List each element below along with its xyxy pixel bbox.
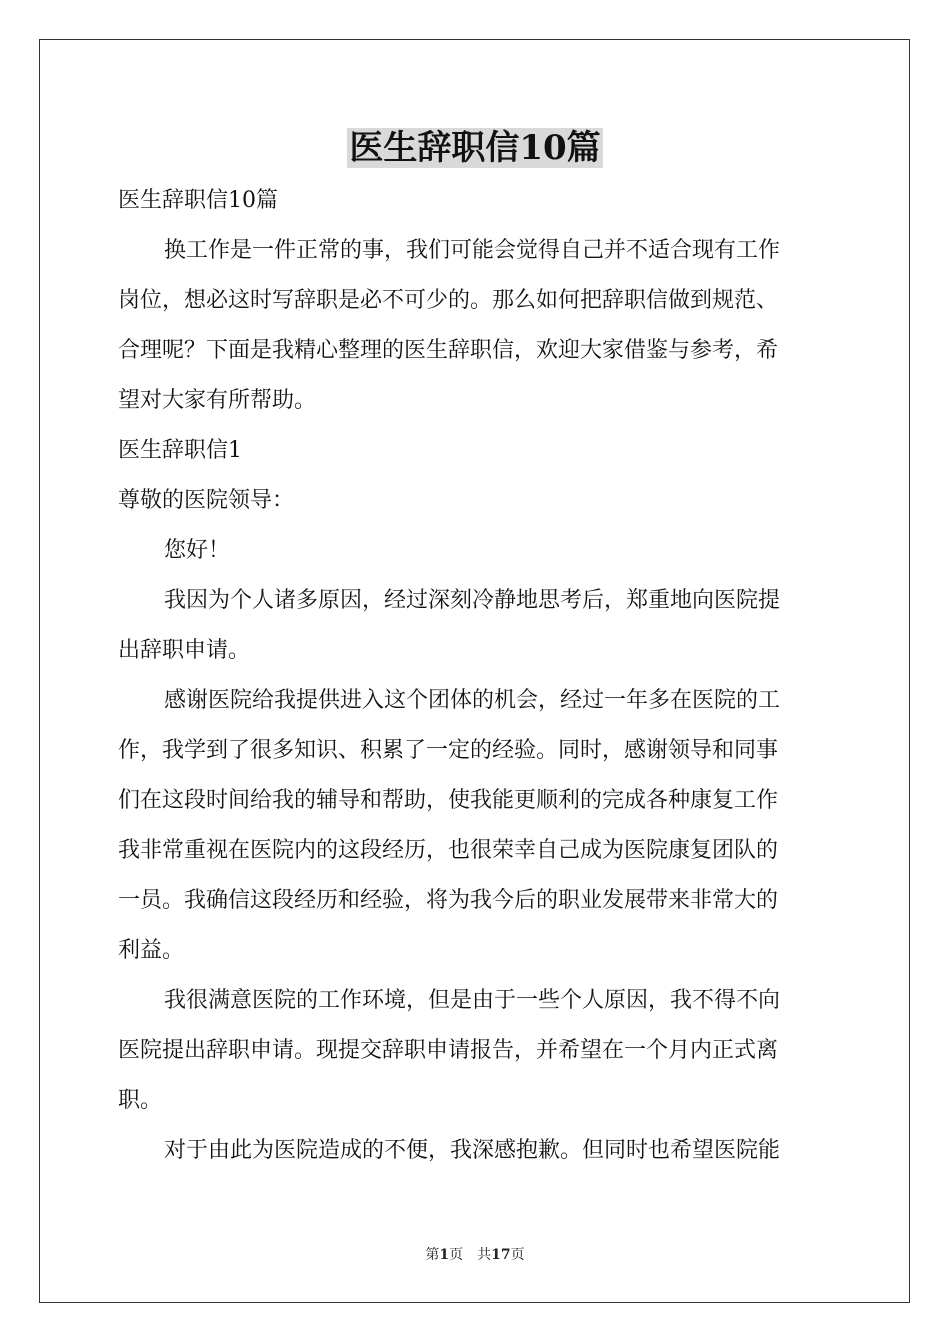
intro-paragraph-line: 合理呢？下面是我精心整理的医生辞职信，欢迎大家借鉴与参考，希 [118, 338, 779, 363]
body-paragraph-line: 出辞职申请。 [118, 638, 251, 663]
page-number: 1 [439, 1247, 450, 1263]
body-paragraph-line: 感谢医院给我提供进入这个团体的机会，经过一年多在医院的工 [164, 688, 781, 713]
page-footer [0, 1245, 950, 1265]
page-suffix: 页 [449, 1247, 464, 1263]
intro-paragraph-line: 望对大家有所帮助。 [118, 388, 317, 413]
page-prefix: 第 [425, 1247, 440, 1263]
body-paragraph-line: 我因为个人诸多原因，经过深刻冷静地思考后，郑重地向医院提 [164, 588, 781, 613]
subtitle-line: 医生辞职信10篇 [118, 188, 278, 213]
salutation: 尊敬的医院领导： [118, 488, 295, 513]
document-body [118, 176, 832, 1176]
total-pages: 17 [491, 1247, 511, 1263]
total-prefix: 共 [477, 1247, 492, 1263]
total-suffix: 页 [510, 1247, 525, 1263]
document-title-text: 医生辞职信10篇 [349, 128, 601, 168]
intro-paragraph-line: 岗位，想必这时写辞职是必不可少的。那么如何把辞职信做到规范、 [118, 288, 779, 313]
body-paragraph-line: 对于由此为医院造成的不便，我深感抱歉。但同时也希望医院能 [164, 1138, 781, 1163]
body-paragraph-line: 一员。我确信这段经历和经验，将为我今后的职业发展带来非常大的 [118, 888, 779, 913]
body-paragraph-line: 职。 [118, 1088, 163, 1113]
body-paragraph-line: 作，我学到了很多知识、积累了一定的经验。同时，感谢领导和同事 [118, 738, 779, 763]
body-paragraph-line: 我很满意医院的工作环境，但是由于一些个人原因，我不得不向 [164, 988, 781, 1013]
section-heading: 医生辞职信1 [118, 438, 242, 463]
intro-paragraph-line: 换工作是一件正常的事，我们可能会觉得自己并不适合现有工作 [164, 238, 781, 263]
body-paragraph-line: 我非常重视在医院内的这段经历，也很荣幸自己成为医院康复团队的 [118, 838, 779, 863]
body-paragraph-line: 利益。 [118, 938, 185, 963]
document-title [0, 124, 950, 172]
greeting: 您好！ [164, 538, 231, 563]
body-paragraph-line: 们在这段时间给我的辅导和帮助，使我能更顺利的完成各种康复工作 [118, 788, 779, 813]
body-paragraph-line: 医院提出辞职申请。现提交辞职申请报告，并希望在一个月内正式离 [118, 1038, 779, 1063]
